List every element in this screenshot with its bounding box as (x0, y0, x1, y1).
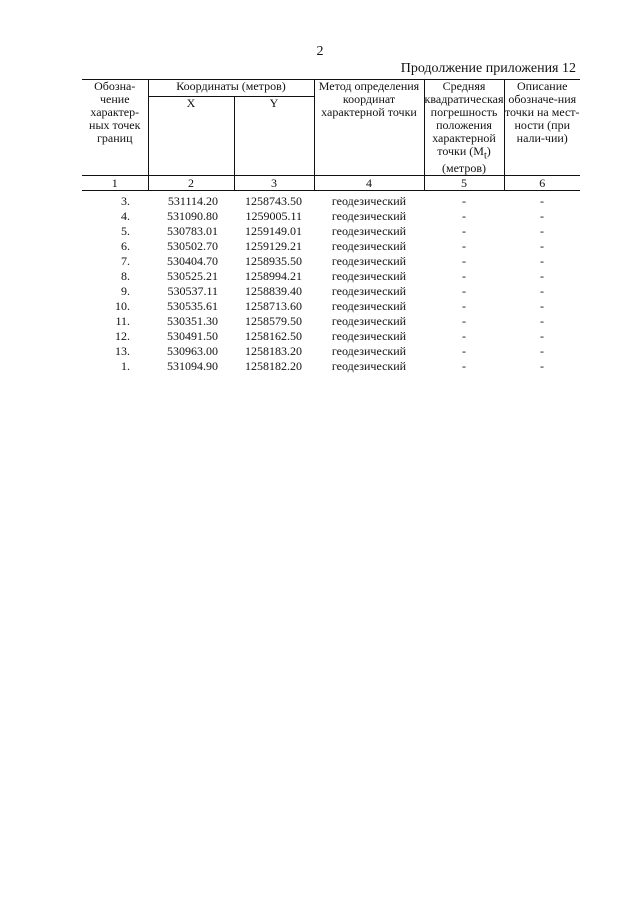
table-row (82, 359, 580, 374)
column-number: 1 (82, 176, 148, 191)
method-cell: геодезический (331, 344, 407, 359)
description-cell: - (540, 209, 544, 224)
error-cell: - (462, 284, 466, 299)
y-coordinate: 1258743.50 (245, 194, 302, 209)
point-number: 3. (121, 194, 130, 209)
error-cell: - (462, 344, 466, 359)
header-point-designation: Обозна-чение характер-ных точек границ (82, 80, 148, 176)
x-coordinate: 530351.30 (167, 314, 218, 329)
header-method: Метод определения координат характерной точки (314, 80, 424, 176)
error-cell: - (462, 269, 466, 284)
column-number: 6 (504, 176, 580, 191)
x-coordinate: 530502.70 (167, 239, 218, 254)
column-number: 3 (234, 176, 314, 191)
method-cell: геодезический (331, 314, 407, 329)
method-cell: геодезический (331, 194, 407, 209)
table-row (82, 191, 580, 210)
description-cell: - (540, 329, 544, 344)
description-cell: - (540, 284, 544, 299)
error-cell: - (462, 254, 466, 269)
error-cell: - (462, 359, 466, 374)
table-row (82, 224, 580, 239)
point-number: 5. (121, 224, 130, 239)
y-coordinate: 1259129.21 (245, 239, 302, 254)
x-coordinate: 530404.70 (167, 254, 218, 269)
point-number: 6. (121, 239, 130, 254)
method-cell: геодезический (331, 254, 407, 269)
error-cell: - (462, 239, 466, 254)
error-cell: - (462, 329, 466, 344)
y-coordinate: 1258183.20 (245, 344, 302, 359)
description-cell: - (540, 224, 544, 239)
error-cell: - (462, 224, 466, 239)
point-number: 13. (115, 344, 130, 359)
description-cell: - (540, 344, 544, 359)
y-coordinate: 1258935.50 (245, 254, 302, 269)
point-number: 11. (115, 314, 130, 329)
table-row (82, 344, 580, 359)
method-cell: геодезический (331, 359, 407, 374)
header-error-text: Средняя квадратическая погрешность положения характерной точки (M (424, 79, 504, 158)
method-cell: геодезический (331, 269, 407, 284)
error-cell: - (462, 209, 466, 224)
table-body (82, 191, 580, 375)
table-row (82, 284, 580, 299)
description-cell: - (540, 269, 544, 284)
header-coordinates: Координаты (метров) (148, 80, 314, 97)
x-coordinate: 530525.21 (167, 269, 218, 284)
method-cell: геодезический (331, 209, 407, 224)
point-number: 12. (115, 329, 130, 344)
x-coordinate: 530963.00 (167, 344, 218, 359)
header-x: X (148, 97, 234, 176)
method-cell: геодезический (331, 224, 407, 239)
description-cell: - (540, 299, 544, 314)
x-coordinate: 530783.01 (167, 224, 218, 239)
description-cell: - (540, 239, 544, 254)
table-row (82, 314, 580, 329)
description-cell: - (540, 194, 544, 209)
method-cell: геодезический (331, 284, 407, 299)
point-number: 1. (121, 359, 130, 374)
column-number: 5 (424, 176, 504, 191)
appendix-caption: Продолжение приложения 12 (400, 61, 576, 76)
y-coordinate: 1259149.01 (245, 224, 302, 239)
y-coordinate: 1258994.21 (245, 269, 302, 284)
description-cell: - (540, 314, 544, 329)
x-coordinate: 530491.50 (167, 329, 218, 344)
point-number: 7. (121, 254, 130, 269)
description-cell: - (540, 254, 544, 269)
point-number: 4. (121, 209, 130, 224)
column-number: 4 (314, 176, 424, 191)
coordinates-table (82, 79, 580, 374)
point-number: 9. (121, 284, 130, 299)
error-cell: - (462, 299, 466, 314)
table-row (82, 209, 580, 224)
y-coordinate: 1259005.11 (245, 209, 302, 224)
table-row (82, 329, 580, 344)
point-number: 8. (121, 269, 130, 284)
x-coordinate: 531094.90 (167, 359, 218, 374)
table-row (82, 239, 580, 254)
method-cell: геодезический (331, 299, 407, 314)
x-coordinate: 531114.20 (167, 194, 218, 209)
y-coordinate: 1258182.20 (245, 359, 302, 374)
header-description: Описание обозначе-ния точки на мест-ности (при нали-чии) (504, 80, 580, 176)
x-coordinate: 530535.61 (167, 299, 218, 314)
point-number: 10. (115, 299, 130, 314)
method-cell: геодезический (331, 239, 407, 254)
x-coordinate: 530537.11 (167, 284, 218, 299)
table-row (82, 299, 580, 314)
y-coordinate: 1258839.40 (245, 284, 302, 299)
table-row (82, 269, 580, 284)
header-y: Y (234, 97, 314, 176)
header-error-unit: ) (метров) (442, 144, 491, 176)
method-cell: геодезический (331, 329, 407, 344)
error-cell: - (462, 314, 466, 329)
header-error (424, 80, 504, 176)
y-coordinate: 1258713.60 (245, 299, 302, 314)
y-coordinate: 1258579.50 (245, 314, 302, 329)
x-coordinate: 531090.80 (167, 209, 218, 224)
y-coordinate: 1258162.50 (245, 329, 302, 344)
description-cell: - (540, 359, 544, 374)
page-number: 2 (316, 44, 324, 59)
error-cell: - (462, 194, 466, 209)
column-number: 2 (148, 176, 234, 191)
table-row (82, 254, 580, 269)
header-error-subscript: t (483, 150, 487, 162)
